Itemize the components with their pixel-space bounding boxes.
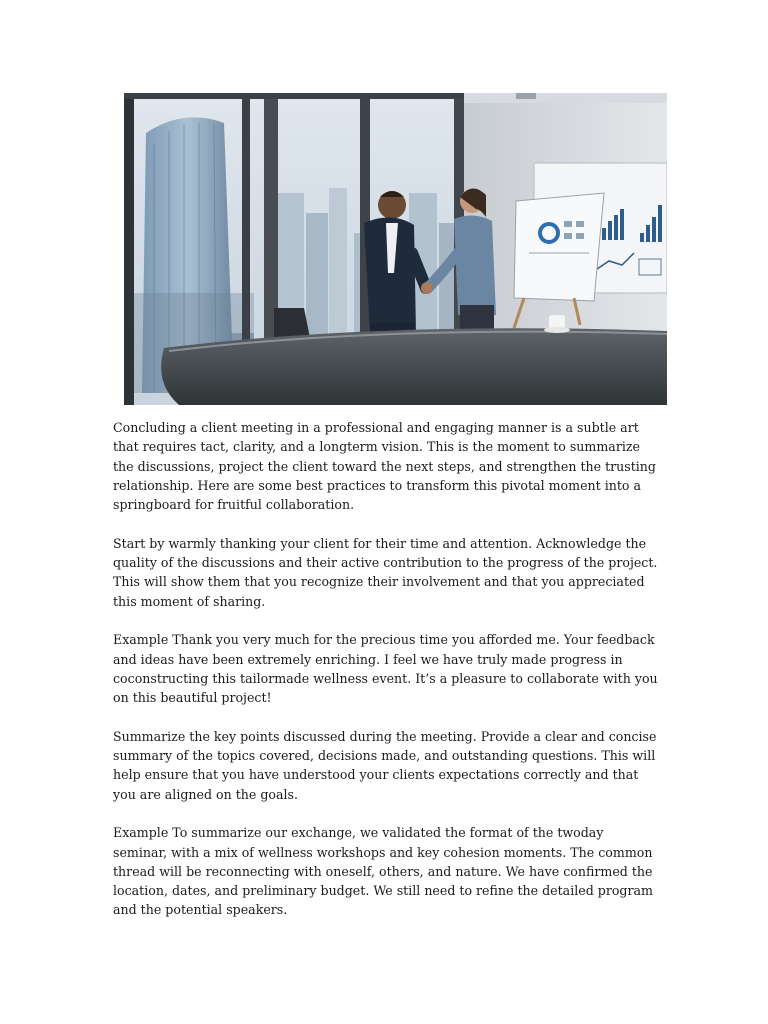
article-body [113, 418, 658, 939]
paragraph-example-summary: Example To summarize our exchange, we validated the format of the twoday seminar, with a mix of wellness workshops and key cohesion moments. The common thread will be reconnecting with oneself, others, and nature. We have confirmed the location, dates, and preliminary budget. We still need to refine the detailed program and the potential speakers. [113, 825, 653, 918]
hero-image [124, 93, 667, 405]
paragraph-thank-client: Start by warmly thanking your client for their time and attention. Acknowledge the quality of the discussions and their active contribution to the progress of the project. This will show them that you recognize their involvement and that you appreciated this moment of sharing. [113, 535, 658, 609]
paragraph-summarize: Summarize the key points discussed during the meeting. Provide a clear and concise summary of the topics covered, decisions made, and outstanding questions. This will help ensure that you have understood your clients expectations correctly and that you are aligned on the goals. [113, 728, 657, 802]
handshake-photo-icon [124, 93, 667, 405]
paragraph-intro: Concluding a client meeting in a professional and engaging manner is a subtle art that requires tact, clarity, and a longterm vision. This is the moment to summarize the discussions, project the client toward the next steps, and strengthen the trusting relationship. Here are some best practices to transform this pivotal moment into a springboard for fruitful collaboration. [113, 420, 656, 513]
paragraph-example-thanks: Example Thank you very much for the precious time you afforded me. Your feedback and ideas have been extremely enriching. I feel we have truly made progress in coconstructing this tailormade wellness event. It’s a pleasure to collaborate with you on this beautiful project! [113, 632, 658, 706]
